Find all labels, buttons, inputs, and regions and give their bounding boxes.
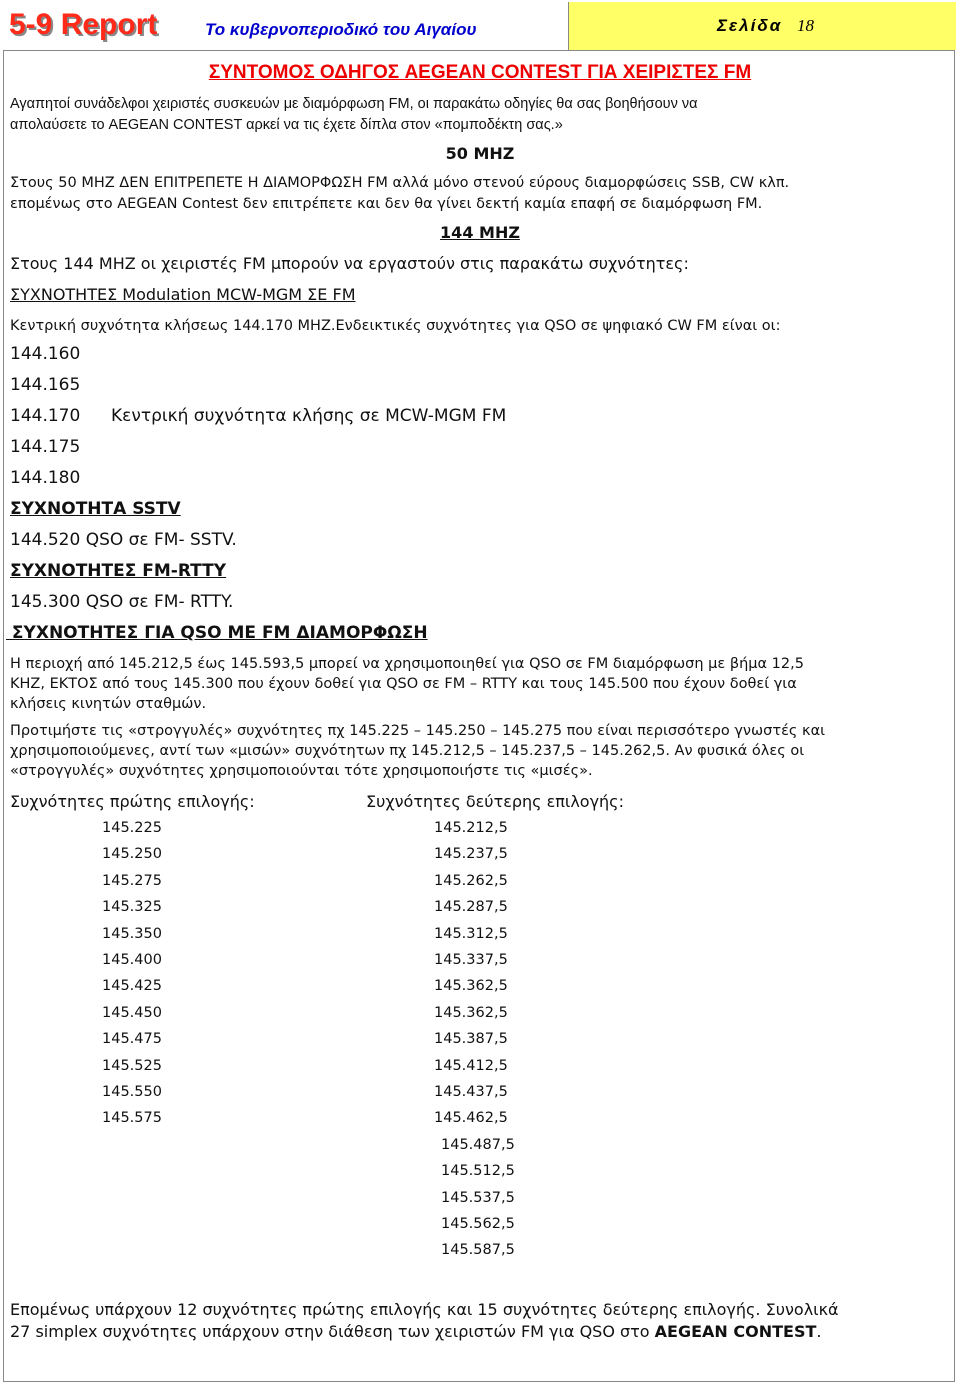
first-choice-freq: 145.275	[102, 872, 162, 889]
first-choice-freq: 145.350	[102, 925, 162, 942]
mcw-freq-2: 144.165	[10, 375, 81, 395]
range-line-3: κλήσεις κινητών σταθμών.	[10, 696, 207, 712]
first-choice-freq: 145.400	[102, 952, 162, 968]
p50-line-2: επομένως στο AEGEAN Contest δεν επιτρέπετε και δεν θα γίνει δεκτή καμία επαφή σε διαμόρφωση FM.	[10, 196, 763, 212]
pref-line-1: Προτιμήστε τις «στρογγυλές» συχνότητες πχ 145.225 – 145.250 – 145.275 που είναι περισσότερο γνωστές και	[10, 723, 826, 739]
p50-line-1: Στους 50 MHZ ΔΕΝ ΕΠΙΤΡΕΠΕΤΕ Η ΔΙΑΜΟΡΦΩΣΗ FM αλλά μόνο στενού εύρους διαμορφώσεις SSB, CW κλπ.	[10, 175, 790, 191]
second-choice-freq: 145.587,5	[441, 1242, 515, 1259]
second-choice-freq: 145.387,5	[434, 1031, 508, 1048]
first-choice-freq: 145.525	[102, 1057, 162, 1074]
first-choice-freq: 145.225	[102, 820, 162, 836]
summary-contest-name: AEGEAN CONTEST	[654, 1322, 817, 1341]
intro-line-2: απολαύσετε το AEGEAN CONTEST αρκεί να τις έχετε δίπλα στον «πομποδέκτη σας.»	[10, 117, 563, 133]
heading-50mhz: 50 MHZ	[445, 144, 515, 163]
second-choice-freq: 145.337,5	[434, 952, 508, 968]
rtty-line: 145.300 QSO σε FM- RTTY.	[10, 592, 234, 612]
page-header	[3, 2, 955, 50]
second-choice-freq: 145.462,5	[434, 1110, 508, 1127]
first-choice-heading: Συχνότητες πρώτης επιλογής:	[10, 792, 255, 811]
page-label: Σελίδα	[717, 16, 783, 35]
second-choice-freq: 145.437,5	[434, 1084, 508, 1100]
second-choice-freq: 145.262,5	[434, 872, 508, 889]
intro-line-1: Αγαπητοί συνάδελφοι χειριστές συσκευών με διαμόρφωση FM, οι παρακάτω οδηγίες θα σας βοηθήσουν να	[10, 96, 698, 112]
first-choice-freq: 145.475	[102, 1031, 162, 1048]
second-choice-freq: 145.562,5	[441, 1216, 515, 1232]
sstv-line: 144.520 QSO σε FM- SSTV.	[10, 530, 237, 550]
second-choice-freq: 145.287,5	[434, 899, 508, 916]
second-choice-freq: 145.412,5	[434, 1057, 508, 1074]
central-freq-line: Κεντρική συχνότητα κλήσεως 144.170 MHZ.Ενδεικτικές συχνότητες για QSO σε ψηφιακό CW FM είναι οι:	[10, 318, 781, 334]
second-choice-freq: 145.362,5	[434, 1004, 508, 1021]
second-choice-freq: 145.537,5	[441, 1189, 515, 1206]
summary-line-2-text: 27 simplex συχνότητες υπάρχουν στην διάθεση των χειριστών FM για QSO στο	[10, 1322, 655, 1341]
first-choice-freq: 145.250	[102, 846, 162, 863]
header-left	[3, 2, 568, 50]
summary-line-2	[10, 1322, 821, 1341]
second-choice-freq: 145.487,5	[441, 1136, 515, 1153]
summary-line-1: Επομένως υπάρχουν 12 συχνότητες πρώτης επιλογής και 15 συχνότητες δεύτερης επιλογής. Συνολικά	[10, 1300, 839, 1319]
header-page-box	[568, 2, 956, 50]
mcw-heading: ΣΥΧΝΟΤΗΤΕΣ Modulation MCW-MGM ΣΕ FM	[10, 285, 356, 304]
second-choice-freq: 145.362,5	[434, 978, 508, 995]
summary-end: .	[816, 1322, 822, 1341]
range-line-1: Η περιοχή από 145.212,5 έως 145.593,5 μπορεί να χρησιμοποιηθεί για QSO σε FM διαμόρφωση με βήμα 12,5	[10, 656, 804, 672]
magazine-brand: 5-9 Report	[9, 8, 158, 41]
sstv-heading: ΣΥΧΝΟΤΗΤΑ SSTV	[10, 499, 181, 519]
mcw-freq-4: 144.175	[10, 437, 81, 457]
pref-line-3: «στρογγυλές» συχνότητες χρησιμοποιούνται τότε χρησιμοποιήστε τις «μισές».	[10, 763, 593, 779]
first-choice-freq: 145.575	[102, 1110, 162, 1127]
second-choice-freq: 145.237,5	[434, 846, 508, 863]
rtty-heading: ΣΥΧΝΟΤΗΤΕΣ FM-RTTY	[10, 561, 227, 581]
second-choice-freq: 145.212,5	[434, 820, 508, 836]
second-choice-freq: 145.312,5	[434, 925, 508, 942]
mcw-freq-5: 144.180	[10, 468, 81, 488]
first-choice-freq: 145.325	[102, 899, 162, 916]
range-line-2: KHZ, ΕΚΤΟΣ από τους 145.300 που έχουν δοθεί για QSO σε FM – RTTY και τους 145.500 που έχουν δοθεί για	[10, 676, 797, 692]
first-choice-freq: 145.450	[102, 1004, 162, 1021]
first-choice-freq: 145.550	[102, 1084, 162, 1100]
qso-heading: ΣΥΧΝΟΤΗΤΕΣ ΓΙΑ QSO ΜΕ FM ΔΙΑΜΟΡΦΩΣΗ	[6, 623, 428, 643]
header-divider	[3, 50, 955, 51]
article-title: ΣΥΝΤΟΜΟΣ ΟΔΗΓΟΣ AEGEAN CONTEST ΓΙΑ ΧΕΙΡΙΣΤΕΣ FM	[208, 62, 752, 83]
p144-text: Στους 144 MHZ οι χειριστές FM μπορούν να εργαστούν στις παρακάτω συχνότητες:	[10, 254, 689, 273]
mcw-freq-note: Κεντρική συχνότητα κλήσης σε MCW-MGM FM	[111, 406, 507, 426]
second-choice-heading: Συχνότητες δεύτερης επιλογής:	[366, 792, 624, 811]
magazine-subtitle: Το κυβερνοπεριοδικό του Αιγαίου	[205, 20, 477, 39]
heading-144mhz: 144 MHZ	[440, 223, 520, 242]
second-choice-freq: 145.512,5	[441, 1163, 515, 1180]
pref-line-2: χρησιμοποιούμενες, αντί των «μισών» συχνότητων πχ 145.212,5 – 145.237,5 – 145.262,5. Αν φυσικά όλες οι	[10, 743, 805, 759]
first-choice-freq: 145.425	[102, 978, 162, 995]
mcw-freq-1: 144.160	[10, 344, 81, 364]
page-number: 18	[797, 16, 814, 35]
mcw-freq-3: 144.170	[10, 406, 81, 426]
